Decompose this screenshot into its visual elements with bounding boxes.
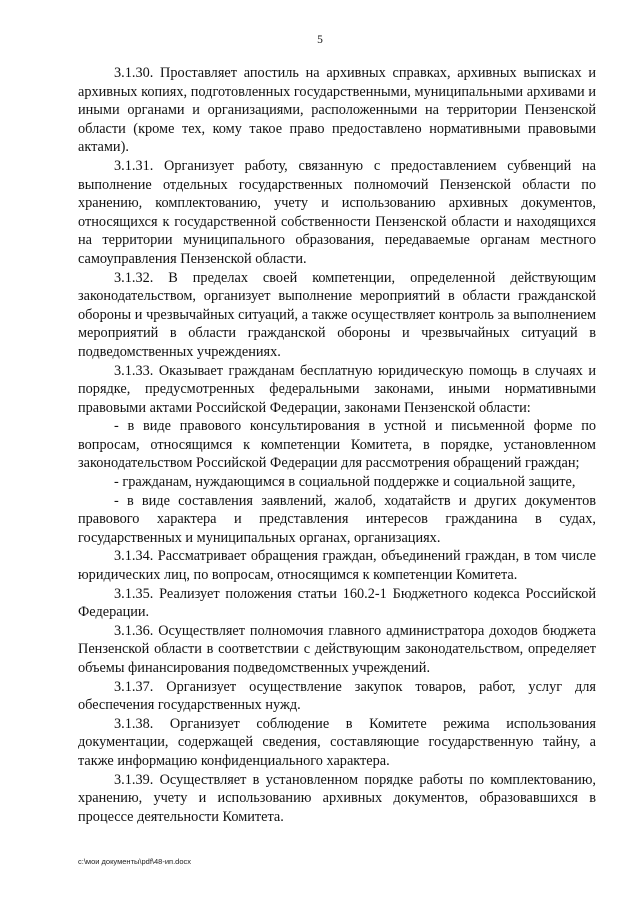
- footer-file-path: c:\мои документы\pdf\48-ип.docx: [78, 857, 192, 866]
- paragraph-3-1-39: 3.1.39. Осуществляет в установленном порядке работы по комплектованию, хранению, учету и использованию архивных документов, образовавшихся в процессе деятельности Комитета.: [78, 771, 596, 825]
- paragraph-3-1-37: 3.1.37. Организует осуществление закупок товаров, работ, услуг для обеспечения государственных нужд.: [78, 678, 596, 714]
- paragraph-3-1-38: 3.1.38. Организует соблюдение в Комитете режима использования документации, содержащей сведения, составляющие государственную тайну, а также информацию конфиденциального характера.: [78, 715, 596, 769]
- paragraph-3-1-32: 3.1.32. В пределах своей компетенции, определенной действующим законодательством, организует выполнение мероприятий в области гражданской обороны и чрезвычайных ситуаций, а также осуществляет контроль за выполнением мероприятий в области гражданской обороны и чрезвычайных ситуаций в подведомственных учреждениях.: [78, 269, 596, 360]
- document-body: [78, 64, 596, 826]
- paragraph-3-1-36: 3.1.36. Осуществляет полномочия главного администратора доходов бюджета Пензенской области в соответствии с действующим законодательством, определяет объемы финансирования подведомственных учреждений.: [78, 622, 596, 676]
- paragraph-3-1-35: 3.1.35. Реализует положения статьи 160.2-1 Бюджетного кодекса Российской Федерации.: [78, 585, 596, 621]
- paragraph-3-1-34: 3.1.34. Рассматривает обращения граждан, объединений граждан, в том числе юридических лиц, по вопросам, относящимся к компетенции Комитета.: [78, 548, 596, 584]
- paragraph-3-1-30: 3.1.30. Проставляет апостиль на архивных справках, архивных выписках и архивных копиях, подготовленных государственными, муниципальными архивами и иными органами и организациями, расположенными на территории Пензенской области (кроме тех, кому такое право предоставлено нормативными правовыми актами).: [78, 65, 596, 156]
- list-item-legal-consulting: - в виде правового консультирования в устной и письменной форме по вопросам, относящимся к компетенции Комитета, в порядке, установленном законодательством Российской Федерации для рассмотрения обращений граждан;: [78, 418, 596, 472]
- list-item-document-drafting: - в виде составления заявлений, жалоб, ходатайств и других документов правового характера и представления интересов гражданина в судах, государственных и муниципальных органах, организациях.: [78, 492, 596, 546]
- list-item-social-support: - гражданам, нуждающимся в социальной поддержке и социальной защите,: [114, 474, 576, 491]
- paragraph-3-1-33: 3.1.33. Оказывает гражданам бесплатную юридическую помощь в случаях и порядке, предусмотренных федеральными законами, иными нормативными правовыми актами Российской Федерации, законами Пензенской области:: [78, 362, 596, 416]
- page-number: 5: [317, 34, 323, 46]
- paragraph-3-1-31: 3.1.31. Организует работу, связанную с предоставлением субвенций на выполнение отдельных государственных полномочий Пензенской области по хранению, комплектованию, учету и использованию архивных документов, относящихся к государственной собственности Пензенской области и находящихся на территории муниципального образования, передаваемые органам местного самоуправления Пензенской области.: [78, 157, 596, 267]
